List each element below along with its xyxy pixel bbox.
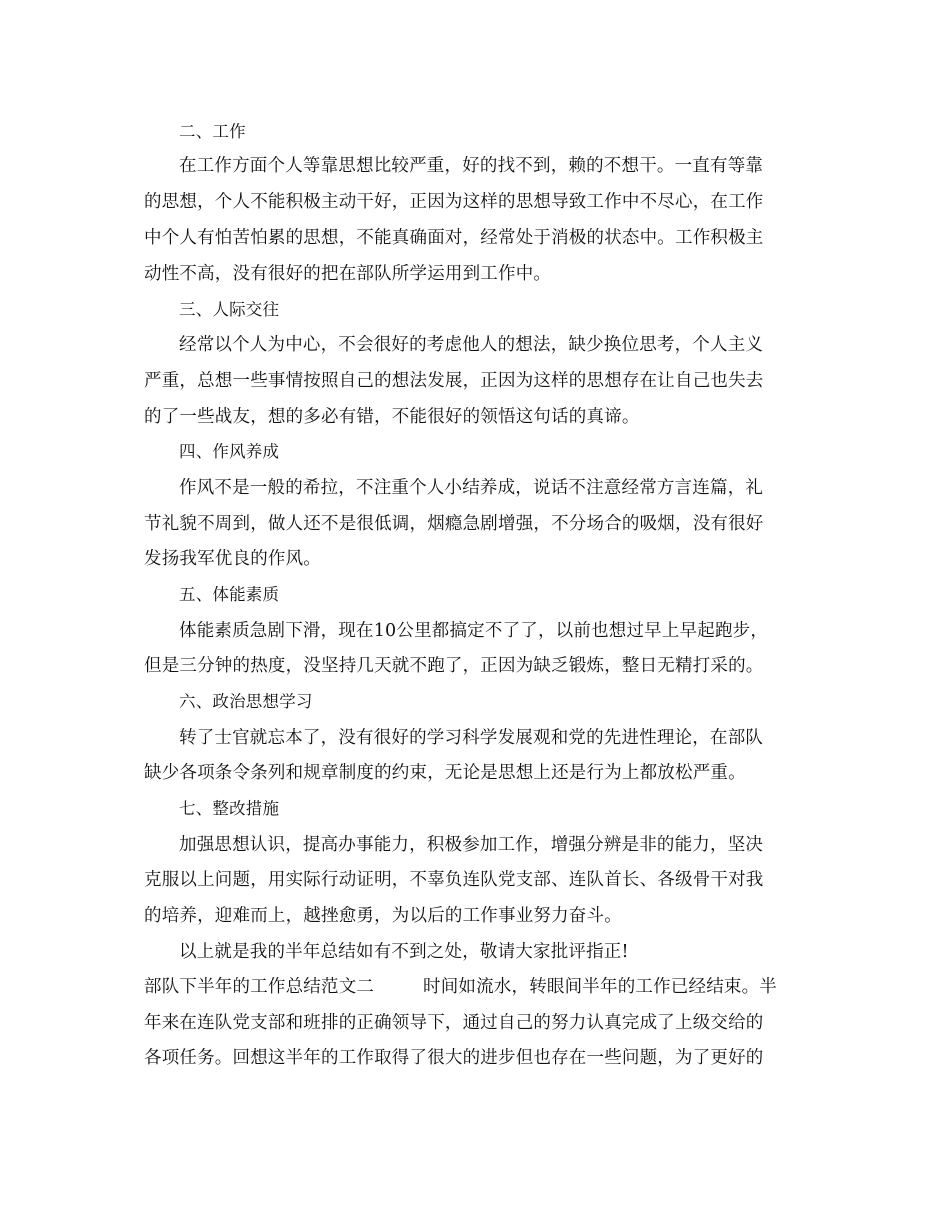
paragraph-line: 各项任务。回想这半年的工作取得了很大的进步但也存在一些问题，为了更好的 [144,1048,764,1068]
section-heading-politics: 六、政治思想学习 [179,692,313,711]
paragraph-line: 克服以上问题，用实际行动证明，不辜负连队党支部、连队首长、各级骨干对我 [144,870,764,890]
section-heading-relations: 三、人际交往 [179,300,280,319]
paragraph-line: 但是三分钟的热度，没坚持几天就不跑了，正因为缺乏锻炼，整日无精打采的。 [144,656,764,676]
paragraph-line: 作风不是一般的希拉，不注重个人小结养成，说话不注意经常方言连篇，礼 [179,478,764,498]
paragraph-line: 时间如流水，转眼间半年的工作已经结束。半 [423,977,777,997]
section-heading-work: 二、工作 [179,122,246,141]
paragraph-line: 缺少各项条令条列和规章制度的约束，无论是思想上还是行为上都放松严重。 [144,763,746,783]
paragraph-line: 在工作方面个人等靠思想比较严重，好的找不到，赖的不想干。一直有等靠 [179,156,764,176]
section-heading-fitness: 五、体能素质 [179,585,280,604]
paragraph-line: 的了一些战友，想的多必有错，不能很好的领悟这句话的真谛。 [144,407,640,427]
paragraph-line: 严重，总想一些事情按照自己的想法发展，正因为这样的思想存在让自己也失去 [144,371,764,391]
paragraph-line: 转了士官就忘本了，没有很好的学习科学发展观和党的先进性理论，在部队 [179,728,764,748]
paragraph-line: 节礼貌不周到，做人还不是很低调，烟瘾急剧增强，不分场合的吸烟，没有很好 [144,514,764,534]
paragraph-line: 加强思想认识，提高办事能力，积极参加工作，增强分辨是非的能力，坚决 [179,835,764,855]
paragraph-line: 中个人有怕苦怕累的思想，不能真确面对，经常处于消极的状态中。工作积极主 [144,228,764,248]
paragraph-line: 体能素质急剧下滑，现在10公里都搞定不了了，以前也想过早上早起跑步， [179,621,769,641]
section-heading-measures: 七、整改措施 [179,799,280,818]
next-article-title: 部队下半年的工作总结范文二 [144,977,375,997]
section-heading-style: 四、作风养成 [179,442,280,461]
paragraph-line: 的思想，个人不能积极主动干好，正因为这样的思想导致工作中不尽心，在工作 [144,192,764,212]
paragraph-line: 的培养，迎难而上，越挫愈勇，为以后的工作事业努力奋斗。 [144,906,622,926]
paragraph-line: 发扬我军优良的作风。 [144,549,321,569]
closing-line: 以上就是我的半年总结如有不到之处，敬请大家批评指正! [179,942,629,962]
paragraph-line: 经常以个人为中心，不会很好的考虑他人的想法，缺少换位思考，个人主义 [179,335,764,355]
paragraph-line: 年来在连队党支部和班排的正确领导下，通过自己的努力认真完成了上级交给的 [144,1013,764,1033]
paragraph-line: 动性不高，没有很好的把在部队所学运用到工作中。 [144,264,552,284]
